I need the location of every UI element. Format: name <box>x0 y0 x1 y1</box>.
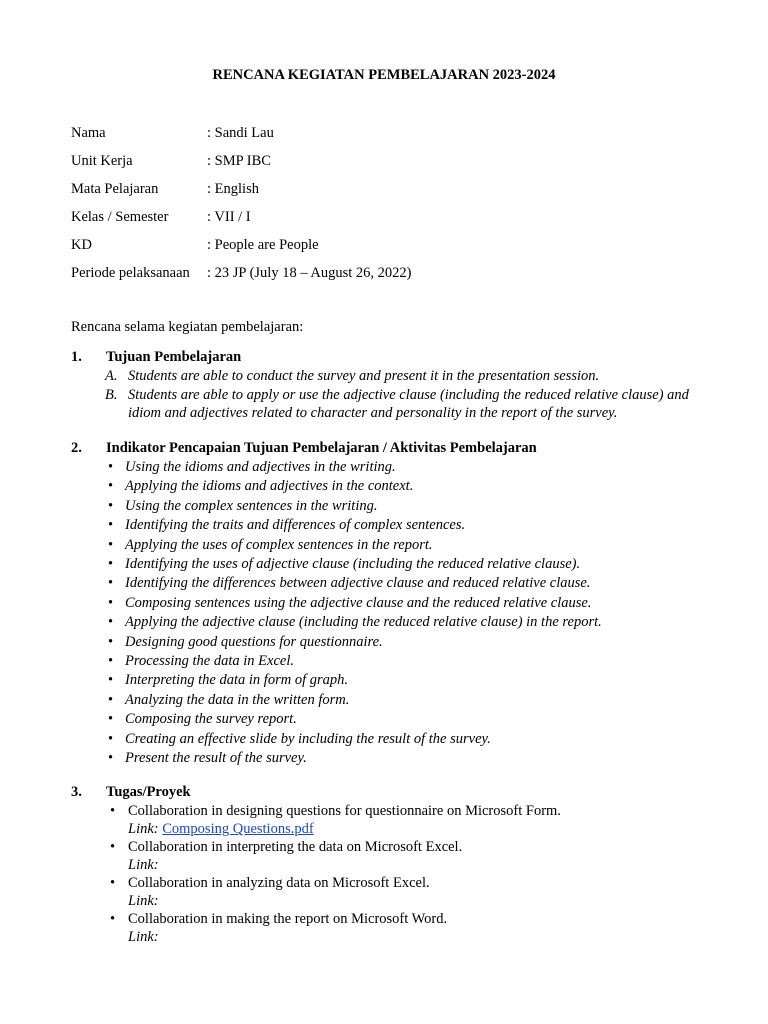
indicator-text: Using the idioms and adjectives in the writing. <box>125 459 396 475</box>
indicator-item <box>71 652 721 671</box>
bullet-icon: • <box>110 911 116 927</box>
indicator-item <box>71 458 721 477</box>
info-label: Nama <box>71 125 106 141</box>
indicator-item <box>71 574 721 593</box>
indicator-item <box>71 613 721 632</box>
indicator-text: Using the complex sentences in the writing. <box>125 497 378 514</box>
info-label: Unit Kerja <box>71 153 133 169</box>
bullet-icon: • <box>108 633 114 650</box>
bullet-icon: • <box>108 536 114 553</box>
item-letter: B. <box>105 386 118 403</box>
section-title: Indikator Pencapaian Tujuan Pembelajaran / Aktivitas Pembelajaran <box>106 440 537 456</box>
item-text: Students are able to apply or use the adjective clause (including the reduced relative clause) and idiom and adjectives related to character and personality in the report of the survey. <box>128 386 689 421</box>
task-item <box>71 838 721 874</box>
task-text: Collaboration in analyzing data on Microsoft Excel. <box>128 875 430 891</box>
indicator-item <box>71 730 721 749</box>
section-heading <box>71 439 721 458</box>
bullet-icon: • <box>108 653 114 670</box>
info-value: : English <box>207 181 259 197</box>
indicator-item <box>71 594 721 613</box>
bullet-icon: • <box>108 594 114 611</box>
objective-item <box>71 386 721 423</box>
link-label: Link: <box>128 929 159 945</box>
section-number: 2. <box>71 440 82 456</box>
document-title: RENCANA KEGIATAN PEMBELAJARAN 2023-2024 <box>212 67 556 83</box>
link-label: Link: <box>128 893 159 909</box>
section-heading <box>71 348 721 367</box>
indicator-item <box>71 555 721 574</box>
indicator-text: Identifying the differences between adjective clause and reduced relative clause. <box>125 575 591 592</box>
indicator-item <box>71 477 721 496</box>
bullet-icon: • <box>108 730 114 747</box>
section-heading <box>71 783 721 802</box>
task-item <box>71 874 721 910</box>
bullet-icon: • <box>108 575 114 592</box>
indicator-text: Identifying the uses of adjective clause (including the reduced relative clause). <box>125 556 581 573</box>
info-value: : People are People <box>207 237 319 253</box>
indicator-item <box>71 749 721 768</box>
link-label: Link: <box>128 857 159 873</box>
indicator-text: Present the result of the survey. <box>125 750 307 767</box>
info-row-mata-pelajaran <box>71 180 671 208</box>
section-title: Tugas/Proyek <box>106 784 191 800</box>
bullet-icon: • <box>108 459 114 475</box>
indicator-item <box>71 710 721 729</box>
indicator-text: Composing sentences using the adjective clause and the reduced relative clause. <box>125 594 592 611</box>
intro-text: Rencana selama kegiatan pembelajaran: <box>71 319 304 335</box>
info-label: Periode pelaksanaan <box>71 265 190 281</box>
bullet-icon: • <box>110 803 116 819</box>
info-label: Mata Pelajaran <box>71 181 159 197</box>
indicator-item <box>71 497 721 516</box>
bullet-icon: • <box>108 691 114 708</box>
task-link-line <box>128 820 721 838</box>
task-text: Collaboration in interpreting the data on Microsoft Excel. <box>128 839 463 855</box>
info-row-nama <box>71 124 671 152</box>
item-letter: A. <box>105 368 118 384</box>
info-row-kd <box>71 236 671 264</box>
info-value: : SMP IBC <box>207 153 271 169</box>
link-label: Link: <box>128 821 159 837</box>
objective-item <box>71 367 721 386</box>
bullet-icon: • <box>108 711 114 728</box>
task-link-line <box>128 928 721 946</box>
item-text: Students are able to conduct the survey and present it in the presentation session. <box>128 368 600 384</box>
indicator-text: Analyzing the data in the written form. <box>125 691 350 708</box>
indicator-item <box>71 536 721 555</box>
info-row-periode <box>71 264 671 292</box>
info-row-unit-kerja <box>71 152 671 180</box>
indicator-item <box>71 671 721 690</box>
bullet-icon: • <box>108 750 114 767</box>
section-tujuan-pembelajaran <box>71 348 721 423</box>
indicator-text: Applying the idioms and adjectives in the context. <box>125 478 414 495</box>
info-value: : 23 JP (July 18 – August 26, 2022) <box>207 265 412 281</box>
indicator-item <box>71 633 721 652</box>
indicator-text: Identifying the traits and differences of complex sentences. <box>125 517 466 534</box>
bullet-icon: • <box>110 875 116 891</box>
task-text: Collaboration in designing questions for questionnaire on Microsoft Form. <box>128 803 561 819</box>
section-tugas-proyek <box>71 783 721 946</box>
section-indikator <box>71 439 721 769</box>
info-label: Kelas / Semester <box>71 209 169 225</box>
indicator-text: Composing the survey report. <box>125 711 297 728</box>
section-title: Tujuan Pembelajaran <box>106 349 242 365</box>
task-link-line <box>128 892 721 910</box>
task-item <box>71 802 721 838</box>
indicator-text: Interpreting the data in form of graph. <box>125 672 348 689</box>
bullet-icon: • <box>108 517 114 534</box>
objective-list <box>71 367 721 423</box>
task-link-line <box>128 856 721 874</box>
indicator-item <box>71 516 721 535</box>
section-number: 1. <box>71 349 82 365</box>
indicator-list <box>71 458 721 769</box>
info-label: KD <box>71 237 92 253</box>
bullet-icon: • <box>108 497 114 514</box>
indicator-text: Designing good questions for questionnaire. <box>125 633 383 650</box>
section-number: 3. <box>71 784 82 800</box>
indicator-text: Creating an effective slide by including the result of the survey. <box>125 730 491 747</box>
bullet-icon: • <box>108 478 114 495</box>
document-link[interactable]: Composing Questions.pdf <box>162 821 314 837</box>
bullet-icon: • <box>110 839 116 855</box>
task-item <box>71 910 721 946</box>
info-table <box>71 124 671 292</box>
info-row-kelas-semester <box>71 208 671 236</box>
indicator-text: Applying the adjective clause (including the reduced relative clause) in the report. <box>125 614 602 631</box>
bullet-icon: • <box>108 614 114 631</box>
indicator-text: Processing the data in Excel. <box>125 653 294 670</box>
info-value: : Sandi Lau <box>207 125 274 141</box>
indicator-text: Applying the uses of complex sentences in the report. <box>125 536 433 553</box>
task-text: Collaboration in making the report on Microsoft Word. <box>128 911 448 927</box>
bullet-icon: • <box>108 556 114 573</box>
info-value: : VII / I <box>207 209 251 225</box>
bullet-icon: • <box>108 672 114 689</box>
task-list <box>71 802 721 946</box>
indicator-item <box>71 691 721 710</box>
